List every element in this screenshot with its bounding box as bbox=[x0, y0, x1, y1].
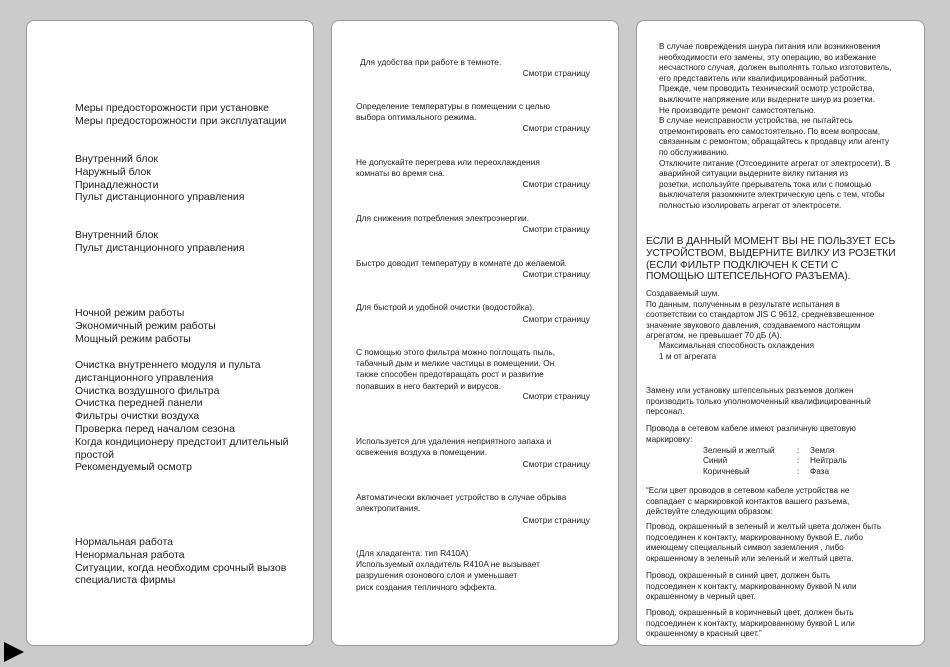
text-line: Определение температуры в помещении с целью bbox=[356, 101, 551, 111]
text-line: его представитель или квалифицированный работник. bbox=[659, 73, 867, 83]
text-line: Ночной режим работы bbox=[75, 307, 185, 319]
text-line: (Для хладагента: тип R410A) bbox=[356, 548, 469, 558]
power-cord-warning bbox=[659, 42, 892, 212]
text-line: Пульт дистанционного управления bbox=[75, 191, 245, 204]
unplug-warning-heading bbox=[646, 236, 896, 283]
text-line: Создаваемый шум. bbox=[646, 289, 720, 298]
wire-color-3: Коричневый bbox=[703, 467, 750, 476]
troubleshooting-group bbox=[75, 536, 286, 587]
text-line: действуйте следующим образом: bbox=[646, 507, 773, 517]
text-line: производить только уполномоченный квалифицированный bbox=[646, 396, 871, 406]
wire-sep-1: : bbox=[797, 446, 800, 455]
text-line: В случае повреждения шнура питания или возникновения bbox=[659, 42, 881, 51]
text-line: окрашенному в зеленый или зеленый и желтый цвета. bbox=[646, 553, 854, 563]
wire-role-2: Нейтраль bbox=[810, 456, 847, 465]
text-line: Провода в сетевом кабеле имеют различную цветовую bbox=[646, 424, 856, 433]
text-line: Внутренний блок bbox=[75, 229, 159, 241]
text-line: освежения воздуха в помещении. bbox=[356, 447, 488, 458]
see-page-link-3[interactable]: Смотри страницу bbox=[522, 179, 590, 189]
see-page-link-4[interactable]: Смотри страницу bbox=[522, 224, 590, 234]
text-line: выключателя разомкните электрическую цепь с тем, чтобы bbox=[659, 190, 885, 200]
text-line: Прежде, чем проводить технический осмотр устройства, bbox=[659, 84, 875, 94]
text-line: электропитания. bbox=[356, 503, 421, 514]
text-line: (ЕСЛИ ФИЛЬТР ПОДКЛЮЧЕН К СЕТИ С bbox=[646, 259, 839, 271]
text-line: Провод, окрашенный в синий цвет, должен быть bbox=[646, 571, 831, 580]
text-line: Не производите ремонт самостоятельно. bbox=[659, 105, 816, 115]
text-line: Мощный режим работы bbox=[75, 332, 191, 345]
text-line: Фильтры очистки воздуха bbox=[75, 410, 200, 423]
text-line: Не допускайте перегрева или переохлаждения bbox=[356, 157, 540, 167]
text-line: Наружный блок bbox=[75, 165, 151, 178]
text-line: имеющему специальный символ заземления , либо bbox=[646, 543, 844, 553]
plug-replacement-note bbox=[646, 386, 871, 418]
see-page-link-2[interactable]: Смотри страницу bbox=[522, 123, 590, 133]
text-line: Провод, окрашенный в зеленый и желтый цвета должен быть bbox=[646, 522, 882, 531]
text-line: Максимальная способность охлаждения bbox=[659, 341, 815, 350]
text-line: специалиста фирмы bbox=[75, 574, 176, 587]
text-line: С помощью этого фильтра можно поглощать пыль, bbox=[356, 347, 556, 357]
text-line: Очистка внутреннего модуля и пульта bbox=[75, 359, 261, 371]
text-line: Для удобства при работе в темноте. bbox=[360, 57, 502, 67]
wire-sep-3: : bbox=[797, 467, 800, 476]
wires-intro bbox=[646, 424, 856, 445]
text-line: значение звукового давления, создаваемого настоящим bbox=[646, 320, 861, 330]
text-line: Меры предосторожности при установке bbox=[75, 102, 269, 114]
text-line: 1 м от агрегата bbox=[659, 351, 717, 361]
text-line: связанным с ремонтом, обращайтесь к продавцу или агенту bbox=[659, 137, 890, 147]
noise-info bbox=[646, 289, 874, 342]
text-line: риск создания тепличного эффекта. bbox=[356, 581, 497, 592]
live-wire-rule bbox=[646, 608, 855, 640]
text-line: необходимости его замены, эту операцию, во избежание bbox=[659, 52, 877, 62]
see-page-link-7[interactable]: Смотри страницу bbox=[522, 391, 590, 401]
modes-group bbox=[75, 307, 216, 345]
parts-group bbox=[75, 153, 244, 204]
text-line: Рекомендуемый осмотр bbox=[75, 461, 193, 474]
feature-1-text bbox=[360, 57, 501, 68]
text-line: Принадлежности bbox=[75, 178, 159, 191]
feature-3-text bbox=[356, 157, 540, 179]
text-line: Нормальная работа bbox=[75, 536, 173, 548]
text-line: Отключите питание (Отсоедините агрегат от электросети). В bbox=[659, 158, 891, 168]
text-line: ПОМОЩЬЮ ШТЕПСЕЛЬНОГО РАЗЪЕМА). bbox=[646, 271, 851, 283]
text-line: Очистка передней панели bbox=[75, 397, 203, 410]
text-line: простой bbox=[75, 448, 115, 461]
wire-sep-2: : bbox=[797, 456, 800, 465]
text-line: комнаты во время сна. bbox=[356, 168, 445, 179]
text-line: окрашенному в красный цвет.” bbox=[646, 629, 762, 639]
text-line: выбора оптимального режима. bbox=[356, 112, 477, 123]
text-line: табачный дым и мелкие частицы в помещении. Он bbox=[356, 358, 555, 369]
text-line: Очистка воздушного фильтра bbox=[75, 384, 220, 397]
page-arrow-icon[interactable] bbox=[4, 642, 24, 662]
feature-10-text bbox=[356, 548, 540, 593]
text-line: окрашенному в черный цвет. bbox=[646, 592, 756, 602]
text-line: разрушения озонового слоя и уменьшает bbox=[356, 570, 518, 581]
text-line: подсоединен к контакту, маркированному буквой L или bbox=[646, 618, 855, 628]
text-line: подсоединен к контакту, маркированному буквой E, либо bbox=[646, 532, 864, 542]
units-group bbox=[75, 229, 244, 255]
text-line: Провод, окрашенный в коричневый цвет, должен быть bbox=[646, 608, 854, 617]
feature-8-text bbox=[356, 436, 551, 458]
text-line: “Если цвет проводов в сетевом кабеле устройства не bbox=[646, 486, 850, 495]
feature-6-text bbox=[356, 302, 534, 313]
text-line: Внутренний блок bbox=[75, 153, 159, 165]
text-line: ЕСЛИ В ДАННЫЙ МОМЕНТ ВЫ НЕ ПОЛЬЗУЕТ ЕСЬ bbox=[646, 236, 896, 247]
text-line: Экономичный режим работы bbox=[75, 319, 216, 332]
wire-color-2: Синий bbox=[703, 456, 728, 465]
see-page-link-8[interactable]: Смотри страницу bbox=[522, 459, 590, 469]
text-line: аварийной ситуации выдерните вилку питания из bbox=[659, 169, 848, 179]
feature-9-text bbox=[356, 492, 566, 514]
feature-4-text bbox=[356, 213, 529, 224]
see-page-link-5[interactable]: Смотри страницу bbox=[522, 269, 590, 279]
feature-7-text bbox=[356, 347, 555, 392]
left-panel bbox=[26, 20, 314, 646]
text-line: розетки, используйте прерыватель тока или с помощью bbox=[659, 179, 872, 189]
text-line: Для быстрой и удобной очистки (водостойка). bbox=[356, 302, 535, 312]
text-line: полностью изолировать агрегат от электросети. bbox=[659, 200, 842, 210]
feature-5-text bbox=[356, 258, 567, 269]
text-line: подсоединен к контакту, маркированному буквой N или bbox=[646, 581, 857, 591]
text-line: по обслуживанию. bbox=[659, 147, 729, 157]
text-line: дистанционного управления bbox=[75, 371, 214, 384]
middle-panel bbox=[331, 20, 619, 646]
text-line: Меры предосторожности при эксплуатации bbox=[75, 114, 287, 127]
text-line: несчастного случая, должен выполнять только изготовитель, bbox=[659, 63, 892, 73]
text-line: Для снижения потребления электроэнергии. bbox=[356, 213, 530, 223]
text-line: Ситуации, когда необходим срочный вызов bbox=[75, 561, 287, 574]
text-line: совпадает с маркировкой контактов вашего разъема, bbox=[646, 496, 850, 506]
right-panel bbox=[636, 20, 925, 646]
text-line: Используется для удаления неприятного запаха и bbox=[356, 436, 552, 446]
text-line: отремонтировать его самостоятельно. По всем вопросам, bbox=[659, 126, 881, 136]
text-line: По данным, полученным в результате испытания в bbox=[646, 299, 840, 309]
feature-2-text bbox=[356, 101, 550, 123]
text-line: Быстро доводит температуру в комнате до желаемой. bbox=[356, 258, 568, 268]
text-line: также способен предотвращать рост и развитие bbox=[356, 369, 544, 380]
wire-role-3: Фаза bbox=[810, 467, 829, 476]
text-line: агрегатом, не превышает 70 дБ (А). bbox=[646, 331, 782, 341]
earth-wire-rule bbox=[646, 522, 881, 564]
text-line: Когда кондиционеру предстоит длительный bbox=[75, 435, 289, 448]
text-line: Проверка перед началом сезона bbox=[75, 422, 235, 435]
safety-group bbox=[75, 102, 286, 128]
mismatch-quote bbox=[646, 486, 849, 518]
see-page-link-1[interactable]: Смотри страницу bbox=[522, 68, 590, 78]
text-line: попавших в него бактерий и вирусов. bbox=[356, 380, 501, 391]
wire-role-1: Земля bbox=[810, 446, 835, 455]
text-line: Замену или установку штепсельных разъемов должен bbox=[646, 386, 854, 395]
wire-color-1: Зеленый и желтый bbox=[703, 446, 775, 455]
see-page-link-6[interactable]: Смотри страницу bbox=[522, 314, 590, 324]
text-line: выключите напряжение или выдерните шнур из розетки. bbox=[659, 94, 875, 104]
text-line: Ненормальная работа bbox=[75, 548, 185, 561]
text-line: маркировку: bbox=[646, 434, 693, 444]
see-page-link-9[interactable]: Смотри страницу bbox=[522, 515, 590, 525]
text-line: УСТРОЙСТВОМ, ВЫДЕРНИТЕ ВИЛКУ ИЗ РОЗЕТКИ bbox=[646, 247, 896, 259]
text-line: Пульт дистанционного управления bbox=[75, 241, 245, 254]
text-line: Автоматически включает устройство в случае обрыва bbox=[356, 492, 567, 502]
text-line: Используемый охладитель R410A не вызывает bbox=[356, 559, 540, 570]
text-line: персонал. bbox=[646, 407, 685, 417]
cooling-info bbox=[659, 341, 814, 362]
text-line: соответствии со стандартом JIS C 9612, средневзвешенное bbox=[646, 310, 875, 320]
text-line: В случае неисправности устройства, не пытайтесь bbox=[659, 116, 853, 126]
care-group bbox=[75, 359, 289, 474]
neutral-wire-rule bbox=[646, 571, 857, 603]
